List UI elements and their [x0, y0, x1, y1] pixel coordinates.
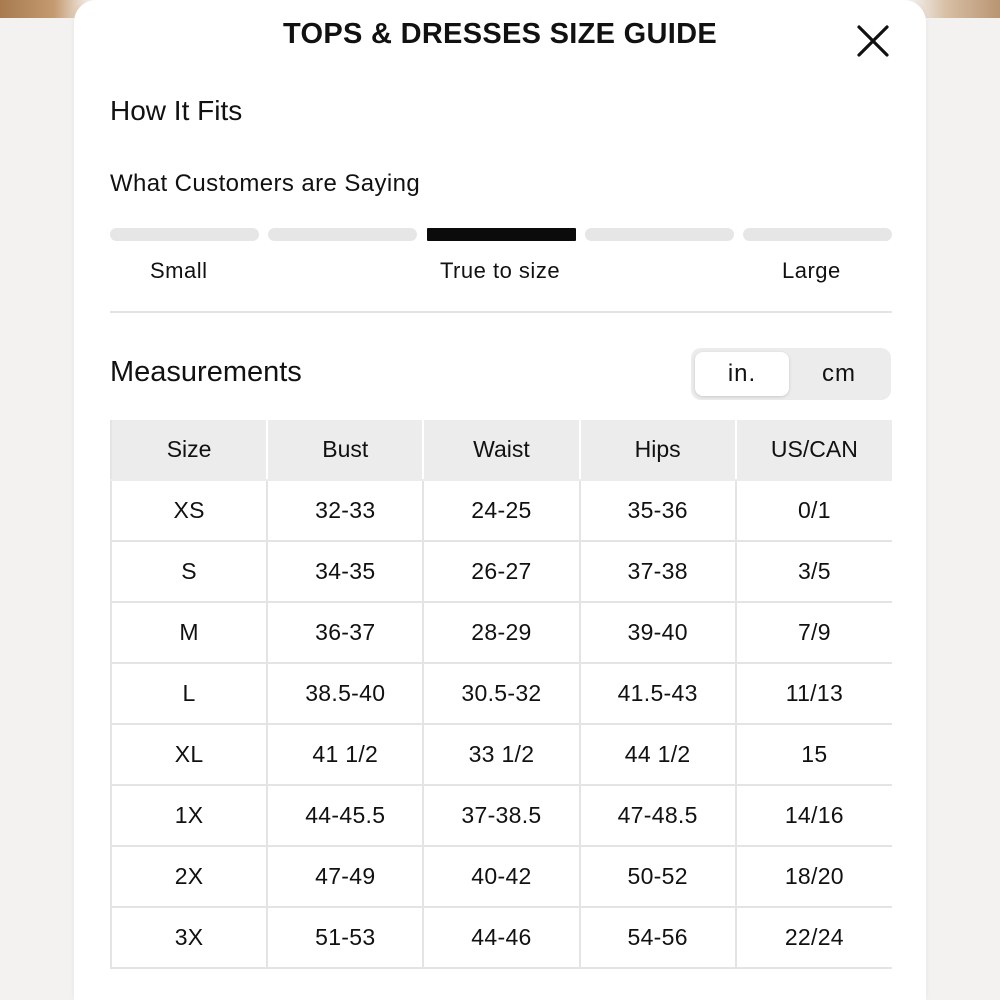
column-header-us-can: US/CAN	[736, 419, 892, 480]
cell-bust: 38.5-40	[267, 663, 423, 724]
cell-hips: 44 1/2	[580, 724, 736, 785]
table-row	[111, 663, 892, 724]
cell-waist: 28-29	[423, 602, 579, 663]
section-divider	[110, 311, 892, 313]
cell-bust: 36-37	[267, 602, 423, 663]
close-icon	[854, 22, 892, 60]
fit-segment	[110, 228, 259, 241]
cell-us-can: 0/1	[736, 480, 892, 541]
cell-hips: 54-56	[580, 907, 736, 968]
fit-segment	[743, 228, 892, 241]
cell-hips: 41.5-43	[580, 663, 736, 724]
unit-option-inches[interactable]: in.	[695, 352, 789, 396]
close-button[interactable]	[854, 22, 892, 60]
table-row	[111, 785, 892, 846]
cell-waist: 24-25	[423, 480, 579, 541]
cell-waist: 33 1/2	[423, 724, 579, 785]
fit-scale	[110, 228, 892, 241]
how-it-fits-heading: How It Fits	[110, 95, 243, 126]
cell-hips: 35-36	[580, 480, 736, 541]
fit-label-small: Small	[150, 258, 208, 283]
table-row	[111, 724, 892, 785]
cell-us-can: 7/9	[736, 602, 892, 663]
column-header-waist: Waist	[423, 419, 579, 480]
cell-waist: 30.5-32	[423, 663, 579, 724]
fit-label-large: Large	[782, 258, 841, 283]
cell-us-can: 3/5	[736, 541, 892, 602]
cell-us-can: 22/24	[736, 907, 892, 968]
cell-bust: 41 1/2	[267, 724, 423, 785]
fit-segment-selected	[427, 228, 576, 241]
table-row	[111, 846, 892, 907]
table-header-row	[111, 419, 892, 480]
table-row	[111, 541, 892, 602]
cell-us-can: 11/13	[736, 663, 892, 724]
size-table	[110, 418, 892, 969]
cell-size: XS	[111, 480, 267, 541]
cell-bust: 44-45.5	[267, 785, 423, 846]
cell-us-can: 14/16	[736, 785, 892, 846]
fit-segment	[268, 228, 417, 241]
cell-bust: 47-49	[267, 846, 423, 907]
column-header-hips: Hips	[580, 419, 736, 480]
cell-bust: 51-53	[267, 907, 423, 968]
cell-size: M	[111, 602, 267, 663]
cell-size: L	[111, 663, 267, 724]
column-header-bust: Bust	[267, 419, 423, 480]
cell-waist: 44-46	[423, 907, 579, 968]
modal-title: TOPS & DRESSES SIZE GUIDE	[282, 18, 717, 50]
measurements-heading: Measurements	[110, 356, 302, 388]
unit-toggle	[691, 348, 891, 400]
cell-waist: 26-27	[423, 541, 579, 602]
cell-hips: 37-38	[580, 541, 736, 602]
cell-size: 3X	[111, 907, 267, 968]
table-row	[111, 602, 892, 663]
cell-waist: 37-38.5	[423, 785, 579, 846]
size-guide-modal	[74, 0, 926, 1000]
column-header-size: Size	[111, 419, 267, 480]
cell-size: S	[111, 541, 267, 602]
table-row	[111, 480, 892, 541]
customers-saying-subheading: What Customers are Saying	[110, 170, 421, 197]
cell-hips: 39-40	[580, 602, 736, 663]
cell-hips: 50-52	[580, 846, 736, 907]
cell-size: 1X	[111, 785, 267, 846]
fit-segment	[585, 228, 734, 241]
cell-us-can: 15	[736, 724, 892, 785]
cell-size: XL	[111, 724, 267, 785]
fit-label-true-to-size: True to size	[439, 258, 561, 283]
cell-us-can: 18/20	[736, 846, 892, 907]
cell-bust: 32-33	[267, 480, 423, 541]
cell-size: 2X	[111, 846, 267, 907]
unit-option-cm[interactable]: cm	[822, 360, 856, 387]
cell-waist: 40-42	[423, 846, 579, 907]
cell-hips: 47-48.5	[580, 785, 736, 846]
table-row	[111, 907, 892, 968]
cell-bust: 34-35	[267, 541, 423, 602]
